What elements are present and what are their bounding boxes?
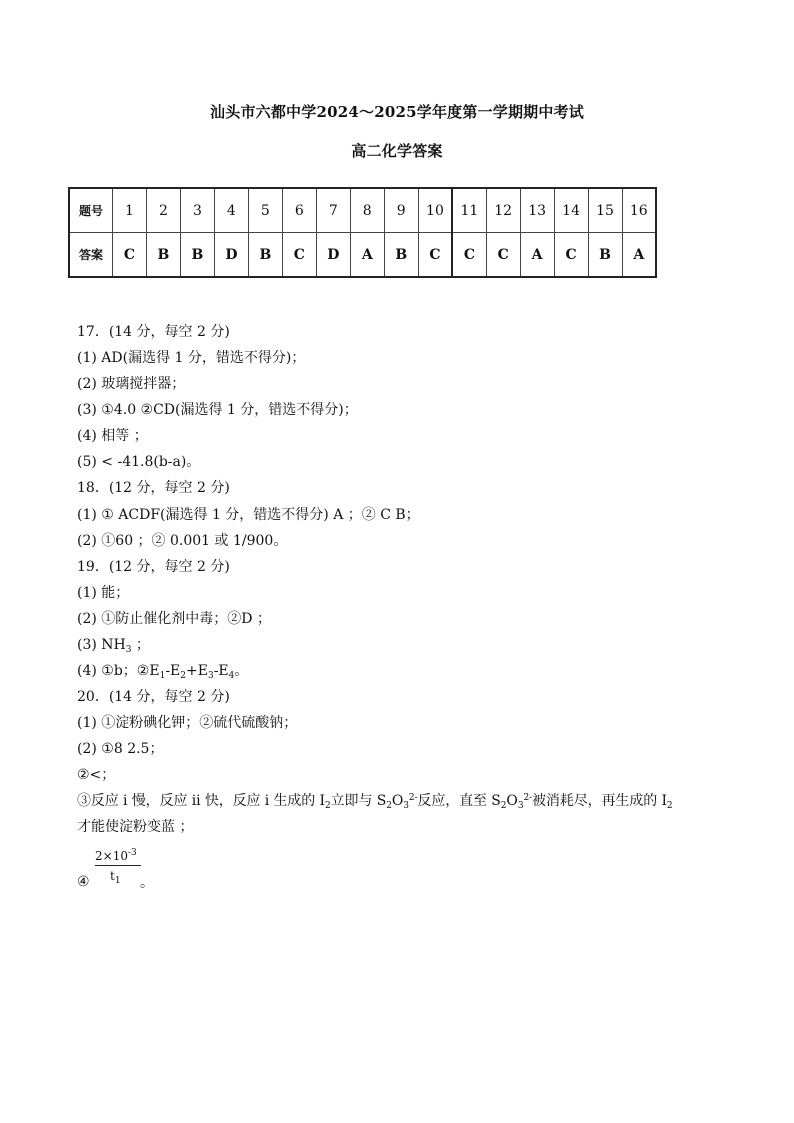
q20-answer-2: (2) ①8 2.5； [77, 741, 164, 757]
q17-answer-1: (1) AD(漏选得 1 分，错选不得分)； [77, 350, 306, 366]
text-run: ③反应 i 慢，反应 ii 快，反应 i 生成的 I [77, 793, 325, 809]
answer-row-label: 答案 [69, 233, 113, 278]
subscript: 1 [114, 876, 121, 886]
text-run: (3) NH [77, 637, 126, 653]
answer-cell: C [554, 233, 588, 278]
superscript: -3 [127, 848, 137, 858]
subscript: 3 [207, 671, 214, 681]
q18-answer-1: (1) ① ACDF(漏选得 1 分，错选不得分) A ；② C B； [77, 507, 420, 523]
text-run: O [391, 793, 404, 809]
subscript: 4 [228, 671, 235, 681]
q20-answer-3: ②<； [77, 767, 116, 783]
q17-answer-3: (3) ①4.0 ②CD(漏选得 1 分，错选不得分)； [77, 402, 358, 418]
question-number: 5 [248, 188, 282, 233]
answer-cell: B [248, 233, 282, 278]
text-run: O [506, 793, 518, 809]
q20-header: 20．(14 分，每空 2 分) [77, 689, 230, 705]
q20-answer-6-prefix: ④ [77, 874, 90, 890]
question-number: 3 [180, 188, 214, 233]
question-number: 10 [418, 188, 452, 233]
answer-cell: B [384, 233, 418, 278]
answer-cell: A [622, 233, 656, 278]
text-run: t [110, 869, 115, 883]
q17-answer-4: (4) 相等 ； [77, 428, 148, 444]
answer-cell: C [418, 233, 452, 278]
text-run: -E [213, 663, 229, 679]
text-run: 立即与 S [330, 793, 387, 809]
subscript: 3 [125, 645, 132, 655]
answer-cell: C [486, 233, 520, 278]
q18-header: 18．(12 分，每空 2 分) [77, 480, 230, 496]
q20-answer-1: (1) ①淀粉碘化钾；②硫代硫酸钠； [77, 715, 298, 731]
question-number-row [69, 188, 656, 233]
answer-cell: C [282, 233, 316, 278]
text-run: 。 [234, 663, 249, 679]
subscript: 3 [403, 801, 409, 811]
subscript: 2 [386, 801, 392, 811]
q19-header: 19．(12 分，每空 2 分) [77, 559, 230, 575]
fraction-denominator [95, 866, 141, 886]
q18-answer-2: (2) ①60 ；② 0.001 或 1/900。 [77, 533, 288, 549]
q20-answer-5: 才能使淀粉变蓝 ； [77, 819, 194, 835]
answer-cell: C [113, 233, 147, 278]
text-run: (4) ①b；②E [77, 663, 160, 679]
q19-answer-4 [77, 660, 248, 681]
text-run: 反应，直至 S [417, 793, 501, 809]
fraction-numerator [95, 848, 141, 866]
answer-cell: B [180, 233, 214, 278]
q19-answer-2: (2) ①防止催化剂中毒；②D ； [77, 611, 271, 627]
q17-header: 17．(14 分，每空 2 分) [77, 324, 230, 340]
question-number: 15 [588, 188, 622, 233]
answer-cell: D [214, 233, 248, 278]
question-number: 6 [282, 188, 316, 233]
question-number: 14 [554, 188, 588, 233]
question-number: 7 [316, 188, 350, 233]
q17-answer-5: (5) < -41.8(b-a)。 [77, 454, 201, 470]
subscript: 2 [325, 801, 331, 811]
answer-cell: B [588, 233, 622, 278]
q19-answer-3 [77, 634, 150, 655]
answer-cell: A [520, 233, 554, 278]
question-number: 16 [622, 188, 656, 233]
subscript: 2 [500, 801, 507, 811]
answer-cell: D [316, 233, 350, 278]
answer-cell: B [146, 233, 180, 278]
text-run: 2×10 [95, 849, 128, 863]
question-number: 9 [384, 188, 418, 233]
question-number: 13 [520, 188, 554, 233]
superscript: 2- [523, 793, 533, 803]
subscript: 3 [517, 801, 524, 811]
question-number: 11 [452, 188, 486, 233]
q19-answer-1: (1) 能； [77, 585, 130, 601]
subscript: 2 [666, 801, 673, 811]
subscript: 1 [159, 671, 166, 681]
q20-answer-6-suffix: 。 [140, 875, 154, 891]
question-number: 12 [486, 188, 520, 233]
rate-fraction [95, 848, 141, 886]
question-number: 4 [214, 188, 248, 233]
document-subtitle: 高二化学答案 [351, 142, 443, 160]
question-number: 8 [350, 188, 384, 233]
answer-row [69, 233, 656, 278]
text-run: -E [165, 663, 181, 679]
text-run: 被消耗尽，再生成的 I [532, 793, 667, 809]
question-number: 1 [113, 188, 147, 233]
superscript: 2- [408, 793, 418, 803]
subscript: 2 [180, 671, 186, 681]
q20-answer-4 [77, 790, 673, 811]
question-row-label: 题号 [69, 188, 113, 233]
answer-table [68, 187, 657, 278]
document-title: 汕头市六都中学2024～2025学年度第一学期期中考试 [210, 103, 584, 121]
text-run: +E [186, 663, 208, 679]
q17-answer-2: (2) 玻璃搅拌器； [77, 376, 186, 392]
question-number: 2 [146, 188, 180, 233]
answer-cell: A [350, 233, 384, 278]
text-run: ； [131, 637, 150, 653]
answer-cell: C [452, 233, 486, 278]
